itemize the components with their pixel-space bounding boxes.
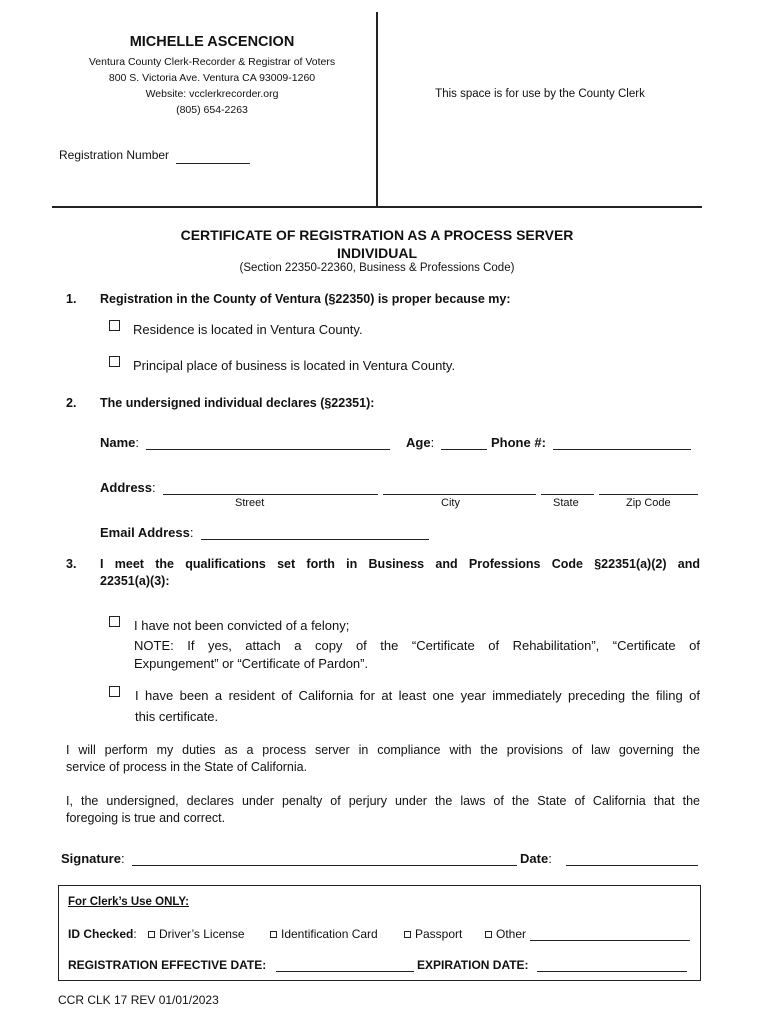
age-field[interactable] [441,435,487,450]
zip-caption: Zip Code [626,497,671,509]
resident-label-line2: this certificate. [135,709,219,724]
felony-note-line2: Expungement” or “Certificate of Pardon”. [134,656,369,671]
id-checked-label: ID Checked: [68,927,137,941]
expiration-date-field[interactable] [537,958,687,972]
felony-checkbox[interactable] [109,616,120,627]
clerk-use-heading: For Clerk’s Use ONLY: [68,896,190,908]
office-name: Ventura County Clerk-Recorder & Registrar of Voters [88,56,336,68]
email-field[interactable] [201,525,429,540]
name-field[interactable] [146,435,390,450]
email-label: Email Address: [100,525,194,540]
effective-date-field[interactable] [276,958,414,972]
perform-duties-line1: I will perform my duties as a process server in compliance with the provisions of law governing the [66,743,700,757]
perjury-line1: I, the undersigned, declares under penalty of perjury under the laws of the State of California that the [66,794,700,808]
form-title: CERTIFICATE OF REGISTRATION AS A PROCESS SERVER [180,227,574,243]
phone-field[interactable] [553,435,691,450]
id-option-drivers-license[interactable]: Driver’s License [148,927,245,941]
address-label: Address: [100,480,156,495]
business-checkbox[interactable] [109,356,120,367]
office-website: Website: vcclerkrecorder.org [145,88,279,100]
id-option-other[interactable]: Other [485,927,526,941]
resident-checkbox[interactable] [109,686,120,697]
identification-card-checkbox[interactable] [270,931,277,938]
drivers-license-checkbox[interactable] [148,931,155,938]
zip-field[interactable] [599,480,698,495]
section-1-heading: Registration in the County of Ventura (§22350) is proper because my: [100,292,511,306]
form-code: CCR CLK 17 REV 01/01/2023 [58,993,219,1007]
office-phone: (805) 654-2263 [176,104,248,116]
header-divider-horizontal [52,206,702,208]
resident-label-line1: I have been a resident of California for at least one year immediately preceding the filing of [135,688,700,703]
other-checkbox[interactable] [485,931,492,938]
registration-number-label: Registration Number [59,148,170,162]
perform-duties-line2: service of process in the State of California. [66,760,308,774]
state-field[interactable] [541,480,594,495]
date-label: Date: [520,851,552,866]
street-caption: Street [235,497,265,509]
age-label: Age: [406,435,435,450]
effective-date-label: REGISTRATION EFFECTIVE DATE: [68,958,267,972]
header-divider-vertical [376,12,378,207]
residence-option-label: Residence is located in Ventura County. [133,322,363,337]
passport-checkbox[interactable] [404,931,411,938]
section-3-number: 3. [66,557,77,571]
office-address: 800 S. Victoria Ave. Ventura CA 93009-1260 [108,72,316,84]
phone-label: Phone #: [491,435,546,450]
signature-field[interactable] [132,851,517,866]
other-id-field[interactable] [530,927,690,941]
form-title-individual: INDIVIDUAL [336,245,418,261]
city-caption: City [441,497,460,509]
city-field[interactable] [383,480,536,495]
section-3-heading-line1: I meet the qualifications set forth in Business and Professions Code §22351(a)(2) and [100,557,700,571]
felony-label: I have not been convicted of a felony; [134,618,350,633]
signature-date-field[interactable] [566,851,698,866]
state-caption: State [553,497,579,509]
section-2-number: 2. [66,396,77,410]
street-field[interactable] [163,480,378,495]
section-3-heading-line2: 22351(a)(3): [100,574,170,588]
section-1-number: 1. [66,292,77,306]
id-option-passport[interactable]: Passport [404,927,462,941]
signature-label: Signature: [61,851,125,866]
form-subtitle: (Section 22350-22360, Business & Professions Code) [239,262,515,274]
residence-checkbox[interactable] [109,320,120,331]
perjury-line2: foregoing is true and correct. [66,811,226,825]
felony-note-line1: NOTE: If yes, attach a copy of the “Certificate of Rehabilitation”, “Certificate of [134,638,700,653]
clerk-space-note: This space is for use by the County Clerk [435,88,645,100]
section-2-heading: The undersigned individual declares (§22351): [100,396,375,410]
registration-number-field[interactable] [176,149,250,164]
business-option-label: Principal place of business is located in Ventura County. [133,358,456,373]
clerk-name: MICHELLE ASCENCION [129,34,295,50]
expiration-date-label: EXPIRATION DATE: [417,958,529,972]
name-label: Name: [100,435,140,450]
id-option-identification-card[interactable]: Identification Card [270,927,378,941]
